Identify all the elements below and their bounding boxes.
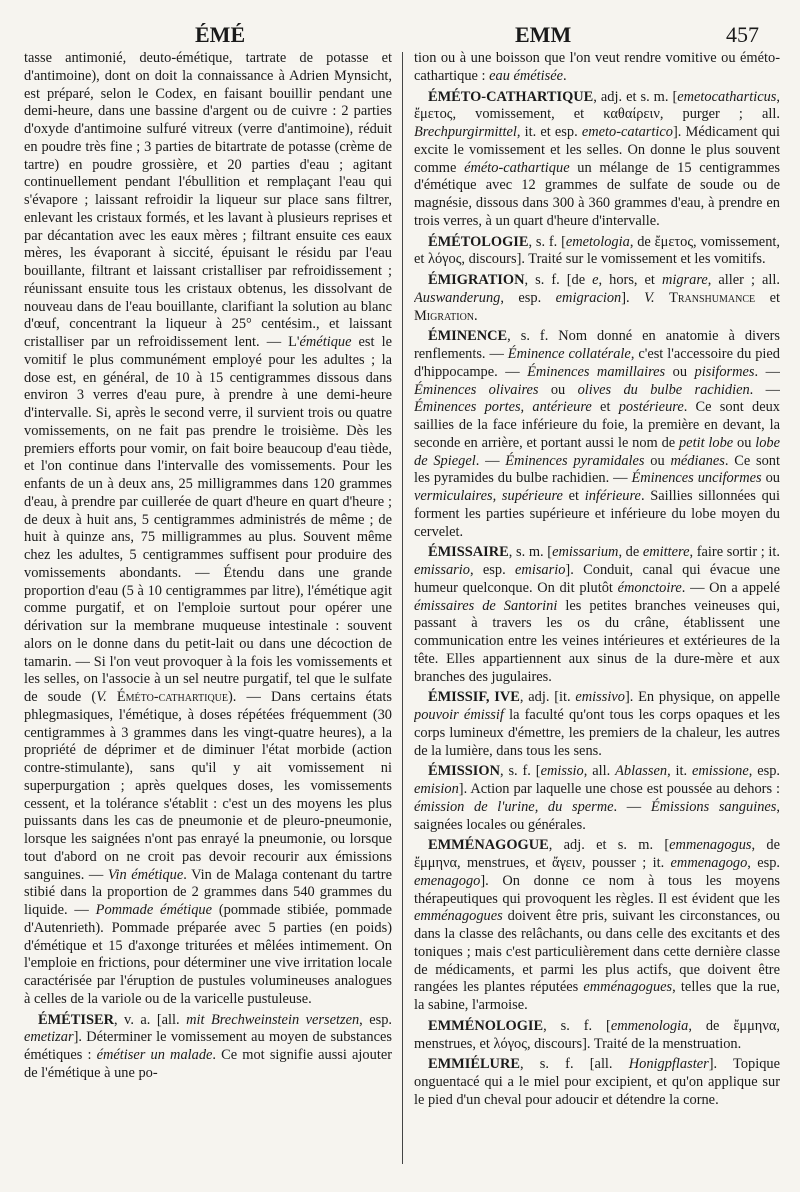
italic-text: V. <box>644 289 655 306</box>
body-text: , s. m. [ <box>508 544 553 561</box>
body-text: ou <box>538 381 578 398</box>
body-text: , de ἔμμηνα, menstrues, et λόγος, discours]. Traité de la menstruation. <box>414 1017 780 1052</box>
dictionary-entry <box>414 837 780 1015</box>
body-text: ou <box>665 363 695 380</box>
body-text: . Saillies sillonnées qui forment les parties supérieure et inférieure du lobe moyen du cervelet. <box>414 488 780 540</box>
italic-text: éméto-cathartique <box>464 159 570 176</box>
body-text: , saignées locales ou générales. <box>414 798 780 833</box>
italic-text: vermiculaires, supérieure <box>414 488 563 504</box>
body-text: . <box>474 307 478 324</box>
italic-text: lobe de Spiegel <box>414 434 780 469</box>
italic-text: Ablassen <box>615 763 668 780</box>
italic-text: Éminences olivaires <box>414 381 539 398</box>
body-text: , esp. <box>500 289 556 306</box>
body-text <box>107 689 117 705</box>
body-text: ]. Conduit, canal qui évacue une humeur quelconque. On dit plutôt <box>414 562 780 596</box>
italic-text: emigracion <box>555 289 622 306</box>
italic-text: Brechpurgirmittel <box>414 124 517 140</box>
body-text: . — On a appelé <box>681 579 780 596</box>
italic-text: emenagogo <box>414 872 481 889</box>
headword: ÉMISSION <box>428 763 500 780</box>
italic-text: Éminences pyramidales <box>505 452 645 469</box>
body-text: . — <box>749 381 780 398</box>
body-text: ]. Médicament qui excite le vomissement et les selles. On donne le plus souvent comme <box>414 124 780 176</box>
italic-text: Éminences unciformes <box>631 470 762 487</box>
body-text: les petites branches veineuses qui, passant à travers les os du crâne, établissent une communication entre les veines intérieures et extérieures de la tête. Elles appartiennent aux sinus de la dure-mère et aux branches des jugulaires. <box>414 597 780 685</box>
body-text: , de ἔμμηνα, menstrues, et ἄγειν, pousser ; it. <box>414 837 780 871</box>
entry-continuation <box>24 50 392 1009</box>
body-text: , esp. <box>359 1011 392 1028</box>
dictionary-entry <box>414 89 780 231</box>
left-guide-word: ÉMÉ <box>195 22 246 47</box>
body-text: , esp. <box>748 763 780 780</box>
italic-text: eau émétisée <box>489 67 564 84</box>
italic-text: migrare <box>661 272 708 288</box>
body-text: ). — Dans certains états phlegmasiques, l'émétique, à doses répétées fréquemment (30 centigrammes à 3 grammes dans les vingt-quatre heures), a la propriété de déprimer et de diminuer l'état morbide (action contre-stimulante), sans qu'il y ait vomissement ni superpurgation ; après quelques doses, les vomissements cessent, et la tolérance s'établit : c'est un des moyens les plus puissants dans les cas de pneumonie et de pleuro-pneumonie, lorsque les saignées n'ont pas enrayé la pneumonie, ou lorsque tout d'abord on ne croit pas devoir recourir aux émissions sanguines. — <box>24 689 392 883</box>
right-column <box>414 50 780 1185</box>
body-text: , it. et esp. <box>516 124 582 140</box>
headword: ÉMISSIF, IVE <box>428 689 520 706</box>
italic-text: emeto-catartico <box>581 124 673 140</box>
italic-text: émonctoire <box>617 579 682 596</box>
italic-text: emision <box>414 781 459 797</box>
right-guide-word: EMM <box>515 22 572 47</box>
body-text: , de <box>618 544 643 561</box>
body-text: et <box>562 488 585 504</box>
dictionary-entry <box>414 763 780 834</box>
body-text: , faire sortir ; it. <box>689 544 780 561</box>
italic-text: emissario <box>414 562 470 578</box>
italic-text: emménagogues <box>414 908 503 925</box>
body-text: . Ce mot signifie aussi ajouter de l'émétique à une po- <box>24 1047 392 1081</box>
italic-text: Éminences portes, antérieure <box>414 399 592 416</box>
small-caps-text: Transhumance <box>669 289 756 306</box>
body-text: , s. f. [de <box>524 272 593 288</box>
body-text: (pommade stibiée, pommade d'Autenrieth). Pommade préparée avec 5 parties (en poids) d'émétique et 15 d'axonge triturées et mêlées intimement. On l'emploie en frictions, pour déterminer une vive irritation locale caractérisée par l'éruption de pustules volumineuses analogues à celles de la variole ou de la varicelle pustuleuse. <box>24 902 392 1007</box>
running-head <box>0 22 800 52</box>
column-divider <box>402 52 403 1164</box>
small-caps-text: Migration <box>414 307 475 324</box>
headword: ÉMÉTISER <box>38 1011 114 1028</box>
body-text: . <box>563 67 567 84</box>
body-text: et <box>591 399 619 416</box>
body-text: un mélange de 15 centigrammes d'émétique avec 12 grammes de sulfate de soude ou de magnésie, dissous dans 300 à 360 grammes d'eau, à prendre en trois verres, à un quart d'heure d'intervalle. <box>414 159 780 229</box>
italic-text: Honigpflaster <box>628 1056 709 1073</box>
body-text: est le vomitif le plus communément employé pour les adultes ; la dose est, en général, de 10 à 15 centigrammes dissous dans environ 3 verres d'eau pure, à prendre à une demi-heure d'intervalle. Si, après le second verre, il survient trois ou quatre vomissements, on ne fait pas prendre le troisième. Dès les premiers efforts pour vomir, on fait boire beaucoup d'eau tiède, et l'on continue dans l'intervalle des vomissements. Pour les enfants de un à deux ans, 25 milligrammes dans 120 grammes d'eau, à prendre par cuillerée de quart d'heure en quart d'heure ; de deux à huit ans, 5 centigrammes administrés de même ; de huit à quinze ans, 75 milligrammes au plus. Souvent même chez les adultes, 5 centigrammes suffisent pour produire des vomissements abondants. — Étendu dans une grande proportion d'eau (5 à 10 centigrammes par litre), l'émétique agit comme purgatif, et on l'emploie surtout pour opérer une dérivation sur la membrane muqueuse intestinale : souvent alors on le donne dans du petit-lait ou dans une décoction de tamarin. — Si l'on veut provoquer à la fois les vomissements et les selles, on l'associe à un sel neutre purgatif, tel que le sulfate de soude ( <box>24 334 392 705</box>
body-text: . — <box>754 363 780 380</box>
italic-text: émission de l'urine, du sperme <box>414 798 614 815</box>
italic-text: pisiformes <box>694 363 755 380</box>
body-text: ou <box>644 452 671 469</box>
italic-text: petit lobe <box>678 434 734 451</box>
italic-text: Pommade émétique <box>95 902 212 918</box>
body-text: tion ou à une boisson que l'on veut rendre vomitive ou éméto-cathartique : <box>414 50 780 84</box>
italic-text: médianes <box>670 452 725 469</box>
body-text: , c'est l'accessoire du pied d'hippocampe. — <box>414 346 780 380</box>
body-text: ]. <box>621 289 645 306</box>
headword: EMMÉNAGOGUE <box>428 837 549 854</box>
small-caps-text: Éméto-cathartique <box>116 689 229 705</box>
body-text: ]. Action par laquelle une chose est poussée au dehors : <box>458 781 780 797</box>
body-text: , adj. et s. m. [ <box>593 88 678 105</box>
italic-text: olives du bulbe rachidien <box>577 381 750 398</box>
italic-text: émétiser un malade <box>96 1047 213 1063</box>
italic-text: Éminence collatérale <box>507 346 631 362</box>
body-text: . — <box>475 452 506 469</box>
dictionary-entry <box>414 689 780 760</box>
italic-text: émissaires de Santorini <box>414 597 558 614</box>
body-text <box>655 290 669 306</box>
body-text: , adj. et s. m. [ <box>548 837 670 854</box>
left-column <box>24 50 392 1185</box>
italic-text: emissivo <box>575 689 625 706</box>
body-text: et <box>755 289 780 306</box>
dictionary-entry <box>414 272 780 325</box>
body-text: . — <box>613 798 651 815</box>
italic-text: Émissions sanguines <box>650 798 777 815</box>
italic-text: emisario <box>515 562 566 578</box>
body-text: , it. <box>667 763 692 780</box>
body-text: la faculté qu'ont tous les corps opaques et les corps lumineux d'émettre, les premiers de la chaleur, les autres de la lumière, dans tous les sens. <box>414 707 780 759</box>
dictionary-entry <box>414 328 780 541</box>
body-text: , v. a. [all. <box>113 1011 187 1028</box>
body-text: , de ἔμετος, vomissement, et λόγος, discours]. Traité sur le vomissement et les vomitifs. <box>414 233 780 268</box>
italic-text: emissione <box>692 763 749 780</box>
headword: ÉMINENCE <box>428 328 508 345</box>
body-text: ]. En physique, on appelle <box>624 689 780 706</box>
body-text: . Ce sont deux saillies de la face inférieure du foie, la première en devant, la seconde en arrière, et portant aussi le nom de <box>414 399 780 451</box>
headword: EMMÉNOLOGIE <box>428 1017 544 1034</box>
body-text: , esp. <box>747 855 780 871</box>
dictionary-entry <box>414 1018 780 1054</box>
headword: EMMIÉLURE <box>428 1056 520 1073</box>
headword: ÉMÉTOLOGIE <box>428 233 529 250</box>
italic-text: postérieure <box>618 399 684 416</box>
italic-text: e <box>592 272 599 288</box>
page-number: 457 <box>726 22 759 47</box>
body-text: , esp. <box>469 562 516 578</box>
dictionary-entry <box>414 234 780 270</box>
italic-text: emménagogues <box>583 979 673 996</box>
body-text: , s. f. [all. <box>519 1056 629 1073</box>
italic-text: pouvoir émissif <box>414 707 504 723</box>
body-text: , hors, et <box>598 272 662 288</box>
body-text: , adj. [it. <box>519 689 576 706</box>
italic-text: emittere <box>642 544 690 561</box>
italic-text: emetologia <box>565 233 630 250</box>
body-text: ]. Déterminer le vomissement au moyen de substances émétiques : <box>24 1029 392 1063</box>
italic-text: emmenagogus <box>669 837 752 854</box>
body-text: ]. Topique onguentacé qui a le miel pour excipient, et qu'on applique sur le pied d'un cheval pour adoucir et détendre la corne. <box>414 1056 780 1108</box>
italic-text: Éminences mamillaires <box>527 363 666 380</box>
italic-text: inférieure <box>584 488 641 504</box>
italic-text: émétique <box>299 334 352 350</box>
italic-text: emetocatharticus <box>677 88 777 105</box>
italic-text: Auswanderung <box>414 289 501 306</box>
italic-text: emetizar <box>24 1029 74 1046</box>
body-text: ou <box>761 470 780 487</box>
body-text: , s. f. [ <box>499 763 541 780</box>
headword: ÉMÉTO-CATHARTIQUE <box>428 88 594 105</box>
body-text: . Vin de Malaga contenant du tartre stibié dans la proportion de 2 grammes dans 540 grammes du liquide. — <box>24 866 392 918</box>
body-text: , aller ; all. <box>707 272 780 288</box>
body-text: , s. f. [ <box>528 233 566 250</box>
body-text: ]. On donne ce nom à tous les moyens thérapeutiques qui provoquent les règles. Il est évident que les <box>414 872 780 907</box>
body-text: doivent être pris, suivant les circonstances, ou dans la classe des relâchants, ou dans celle des excitants et des toniques ; mais c'est particulièrement dans cette dernière classe de médicaments, et parmi les plus actifs, que doivent être rangées les plantes réputées <box>414 908 780 996</box>
dictionary-entry <box>414 544 780 686</box>
italic-text: V. <box>96 689 107 705</box>
body-text: tasse antimonié, deuto-émétique, tartrate de potasse et d'antimoine), dont on doit la connaissance à Adrien Mynsicht, est préparé, selon le Codex, en faisant bouillir pendant une demi-heure, dans une bassine d'argent ou de cuivre : 2 parties d'oxyde d'antimoine sulfuré vitreux (verre d'antimoine), réduit en poudre très fine ; 3 parties de bitartrate de potasse (crème de tartre) en poudre grossière, et 20 parties d'eau ; agitant continuellement pendant l'ébullition et remplaçant l'eau qui s'évapore ; laissant refroidir la liqueur sur place sans filtrer, enlevant les cristaux formés, et les lavant à plusieurs reprises et par décantation avec les eaux mères ; filtrant ensuite ces eaux mères, les évaporant à siccité, épuisant le résidu par l'eau bouillante, filtrant et laissant cristalliser par refroidissement ; réunissant ensuite tous les cristaux obtenus, les dissolvant de nouveau dans de l'eau bouillante, clarifiant la solution au blanc d'œuf, concentrant la liqueur à 25° centésim., et laissant cristalliser par un refroidissement lent. — L' <box>24 50 392 350</box>
italic-text: emissio <box>540 763 584 780</box>
italic-text: mit Brechweinstein versetzen <box>186 1011 360 1028</box>
italic-text: Vin émétique <box>107 866 184 883</box>
dictionary-entry <box>24 1012 392 1083</box>
headword: ÉMISSAIRE <box>428 544 509 561</box>
entry-continuation <box>414 50 780 86</box>
body-text: , telles que la rue, la sabine, l'armoise. <box>414 979 780 1013</box>
body-text: . Ce sont les pyramides du bulbe rachidien. — <box>414 452 780 487</box>
body-text: , s. f. Nom donné en anatomie à divers renflements. — <box>414 328 780 362</box>
body-text: , s. f. [ <box>543 1017 611 1034</box>
italic-text: emmenagogo <box>670 855 748 871</box>
italic-text: emissarium <box>552 544 619 561</box>
italic-text: emmenologia <box>610 1017 689 1034</box>
dictionary-entry <box>414 1056 780 1109</box>
body-text: ou <box>733 434 756 451</box>
body-text: , all. <box>583 763 616 780</box>
body-text: , ἔμετος, vomissement, et καθαίρειν, purger ; all. <box>414 88 780 123</box>
headword: ÉMIGRATION <box>428 272 525 288</box>
